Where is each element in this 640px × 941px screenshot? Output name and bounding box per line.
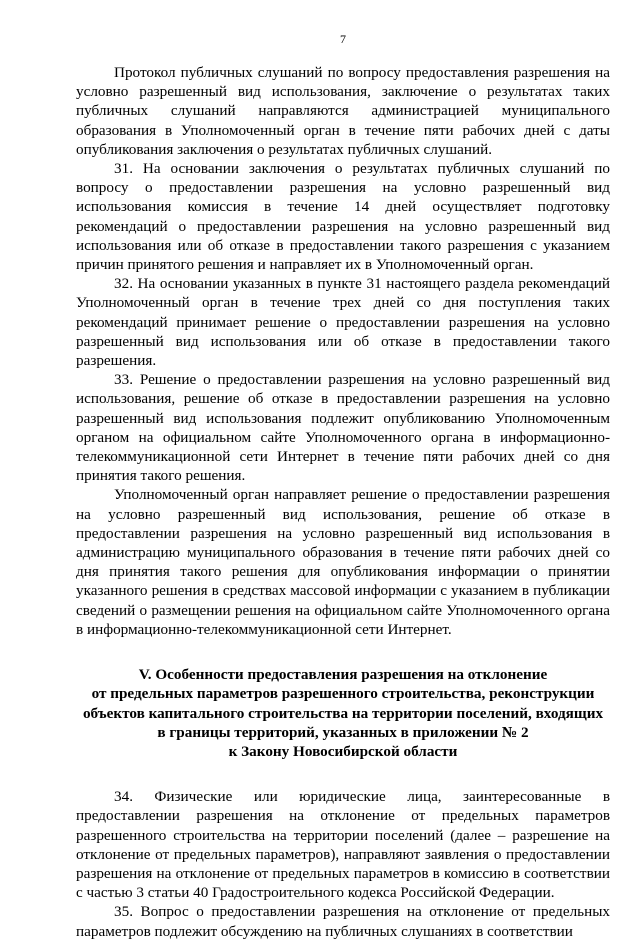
paragraph-33-continued: Уполномоченный орган направляет решение о предоставлении разрешения на условно разрешенный вид использования, решение об отказе в предоставлении разрешения на условно разрешенный вид использования в администрацию муниципального образования в течение пяти рабочих дней со дня принятия такого решения для опубликования информации о принятии указанного решения в средствах массовой информации с указанием в публикации сведений о размещении решения на официальном сайте Уполномоченного органа в информационно-телекоммуникационной сети Интернет. bbox=[76, 486, 610, 638]
paragraph-33: 33. Решение о предоставлении разрешения на условно разрешенный вид использования, решение об отказе в предоставлении разрешения на условно разрешенный вид использования подлежит опубликованию Уполномоченным органом на официальном сайте Уполномоченного органа в информационно-телекоммуникационной сети Интернет в течение пяти рабочих дней со дня принятия такого решения. bbox=[76, 371, 610, 485]
paragraph-31: 31. На основании заключения о результатах публичных слушаний по вопросу о предоставлении разрешения на условно разрешенный вид использования комиссия в течение 14 дней осуществляет подготовку рекомендаций о предоставлении разрешения на условно разрешенный вид использования или об отказе в предоставлении такого разрешения с указанием причин принятого решения и направляет их в Уполномоченный орган. bbox=[76, 160, 610, 274]
paragraph-hearing-protocol: Протокол публичных слушаний по вопросу предоставления разрешения на условно разрешенный вид использования, заключение о результатах таких публичных слушаний направляются администрацией муниципального образования в Уполномоченный орган в течение пяти рабочих дней с даты опубликования заключения о результатах публичных слушаний. bbox=[76, 64, 610, 158]
section-heading-line: в границы территорий, указанных в приложении № 2 bbox=[157, 723, 529, 741]
section-heading-line: от предельных параметров разрешенного строительства, реконструкции bbox=[91, 685, 595, 703]
section-heading-line: к Закону Новосибирской области bbox=[228, 742, 458, 760]
section-heading-line: объектов капитального строительства на территории поселений, входящих bbox=[82, 704, 604, 722]
section-v-heading bbox=[76, 665, 610, 761]
page-number: 7 bbox=[340, 32, 346, 46]
paragraph-35: 35. Вопрос о предоставлении разрешения на отклонение от предельных параметров подлежит обсуждению на публичных слушаниях в соответствии bbox=[76, 903, 610, 940]
document-page bbox=[76, 32, 610, 941]
section-heading-line: V. Особенности предоставления разрешения на отклонение bbox=[138, 666, 548, 684]
paragraph-32: 32. На основании указанных в пункте 31 настоящего раздела рекомендаций Уполномоченный орган в течение трех дней со дня поступления таких рекомендаций принимает решение о предоставлении разрешения на условно разрешенный вид использования или об отказе в предоставлении такого разрешения. bbox=[76, 275, 610, 370]
paragraph-34: 34. Физические или юридические лица, заинтересованные в предоставлении разрешения на отклонение от предельных параметров разрешенного строительства на территории поселений (далее – разрешение на отклонение от предельных параметров), направляют заявления о предоставлении разрешения на отклонение от предельных параметров в комиссию в соответствии с частью 3 статьи 40 Градостроительного кодекса Российской Федерации. bbox=[76, 788, 610, 902]
